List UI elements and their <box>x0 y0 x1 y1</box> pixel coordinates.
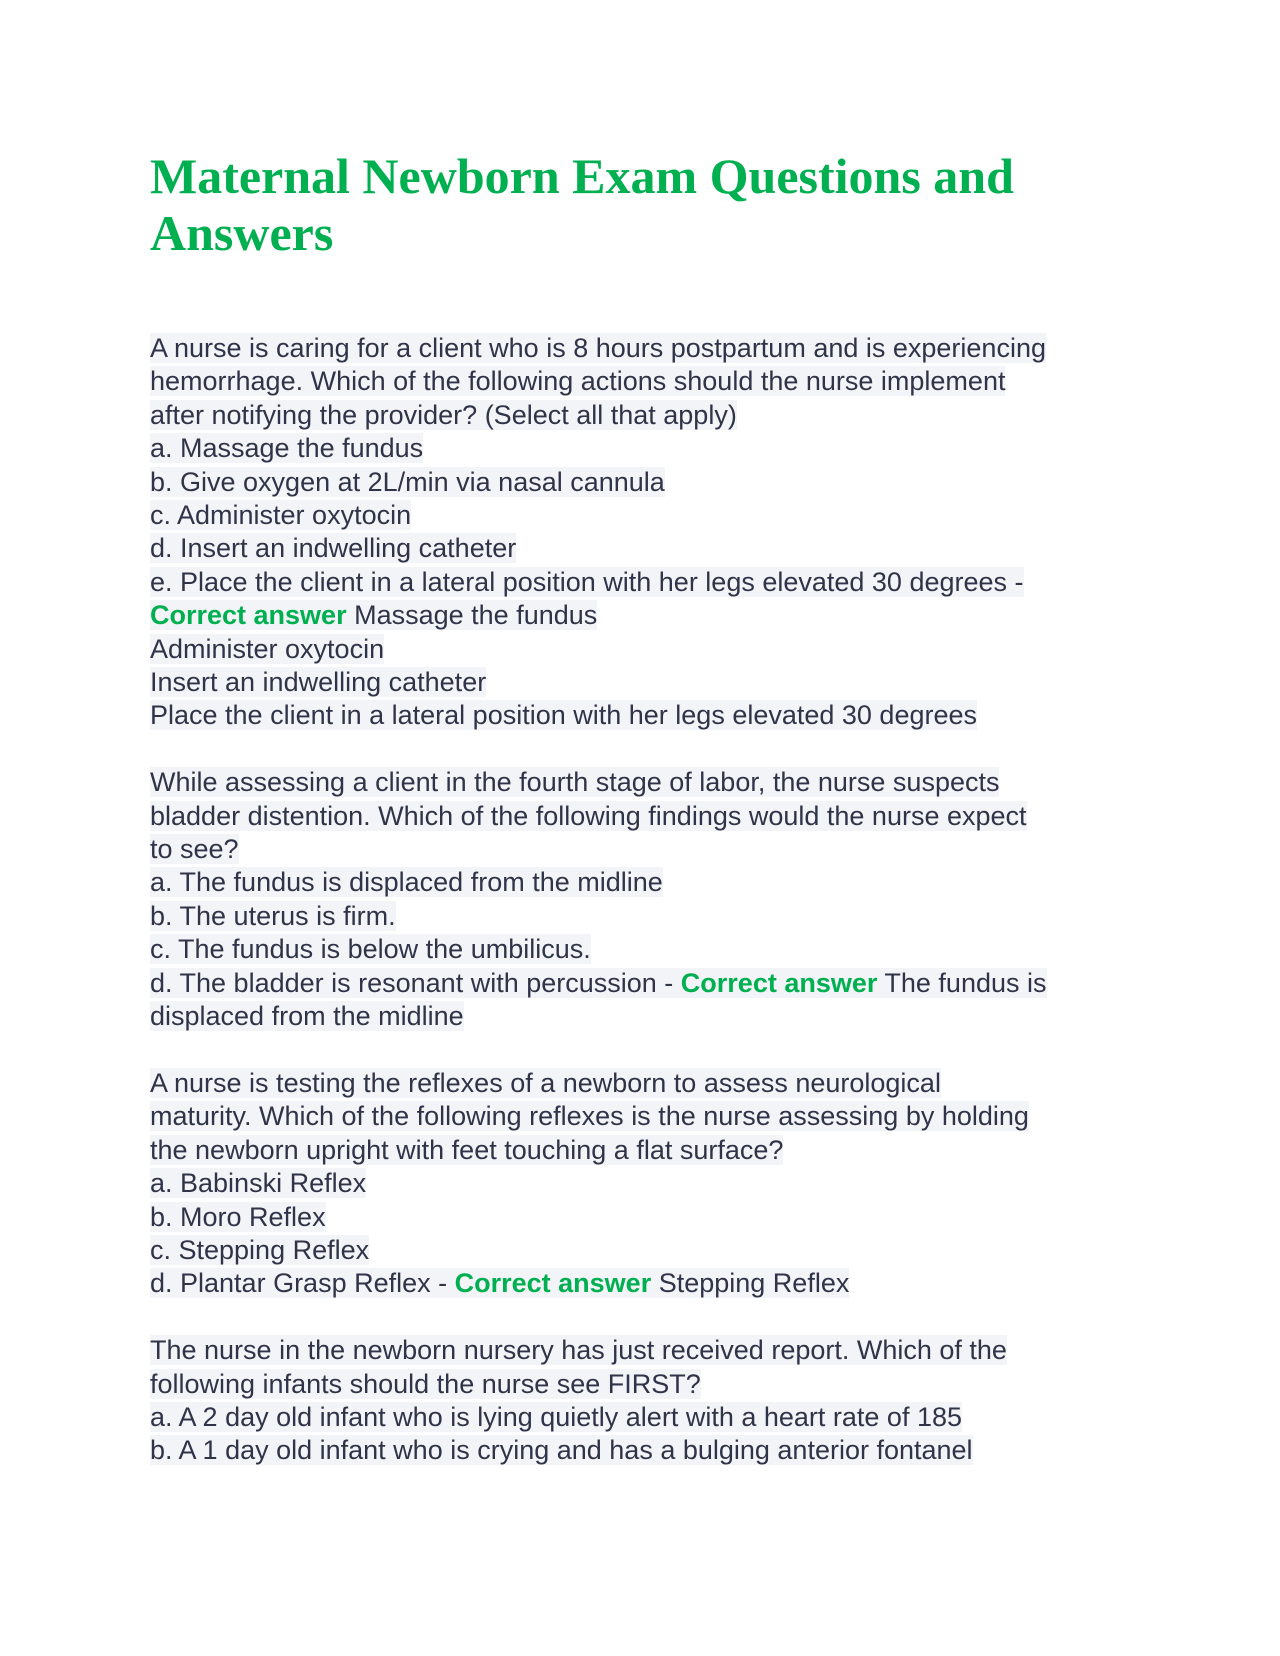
title-line-2: Answers <box>150 205 334 261</box>
option-b: b. A 1 day old infant who is crying and has a bulging anterior fontanel <box>150 1435 973 1466</box>
option-c: c. Stepping Reflex <box>150 1234 370 1265</box>
option-e: e. Place the client in a lateral position with her legs elevated 30 degrees - <box>150 566 1024 597</box>
question-block-1 <box>150 332 1140 733</box>
answer-text: displaced from the midline <box>150 1001 464 1032</box>
option-b: b. Give oxygen at 2L/min via nasal cannula <box>150 466 665 497</box>
option-b: b. The uterus is firm. <box>150 900 396 931</box>
title-line-1: Maternal Newborn Exam Questions and <box>150 148 1014 204</box>
page-title <box>150 148 1140 262</box>
answer-text: Place the client in a lateral position with her legs elevated 30 degrees <box>150 700 978 731</box>
document-header <box>150 148 1140 262</box>
question-text: While assessing a client in the fourth stage of labor, the nurse suspects <box>150 767 1000 798</box>
correct-answer-label: Correct answer <box>150 600 347 631</box>
answer-text: Administer oxytocin <box>150 633 385 664</box>
correct-answer-label: Correct answer <box>454 1268 652 1299</box>
question-text: A nurse is caring for a client who is 8 hours postpartum and is experiencing <box>150 333 1046 363</box>
question-text: maturity. Which of the following reflexes is the nurse assessing by holding <box>150 1101 1029 1132</box>
question-text: the newborn upright with feet touching a flat surface? <box>150 1134 784 1165</box>
question-text: A nurse is testing the reflexes of a newborn to assess neurological <box>150 1067 941 1098</box>
option-c: c. The fundus is below the umbilicus. <box>150 934 591 965</box>
document-body <box>150 332 1140 1501</box>
option-d: d. Insert an indwelling catheter <box>150 533 517 564</box>
option-d: d. The bladder is resonant with percussion - <box>150 967 681 998</box>
question-text: hemorrhage. Which of the following actions should the nurse implement <box>150 366 1006 397</box>
option-a: a. Babinski Reflex <box>150 1168 367 1199</box>
question-text: following infants should the nurse see FIRST? <box>150 1368 701 1399</box>
option-c: c. Administer oxytocin <box>150 500 412 531</box>
correct-answer-label: Correct answer <box>680 967 878 998</box>
option-d: d. Plantar Grasp Reflex - <box>150 1268 455 1299</box>
question-block-4 <box>150 1334 1140 1468</box>
question-text: bladder distention. Which of the following findings would the nurse expect <box>150 800 1027 831</box>
question-text: after notifying the provider? (Select all that apply) <box>150 399 737 430</box>
answer-text: The fundus is <box>877 967 1047 998</box>
option-a: a. Massage the fundus <box>150 433 424 464</box>
option-b: b. Moro Reflex <box>150 1201 326 1232</box>
answer-text: Insert an indwelling catheter <box>150 667 487 698</box>
answer-text: Massage the fundus <box>346 600 598 631</box>
option-a: a. A 2 day old infant who is lying quietly alert with a heart rate of 185 <box>150 1401 962 1432</box>
question-block-2 <box>150 766 1140 1033</box>
question-text: The nurse in the newborn nursery has just received report. Which of the <box>150 1335 1007 1366</box>
question-text: to see? <box>150 834 239 865</box>
answer-text: Stepping Reflex <box>651 1268 850 1299</box>
option-a: a. The fundus is displaced from the midline <box>150 867 663 898</box>
question-block-3 <box>150 1067 1140 1301</box>
